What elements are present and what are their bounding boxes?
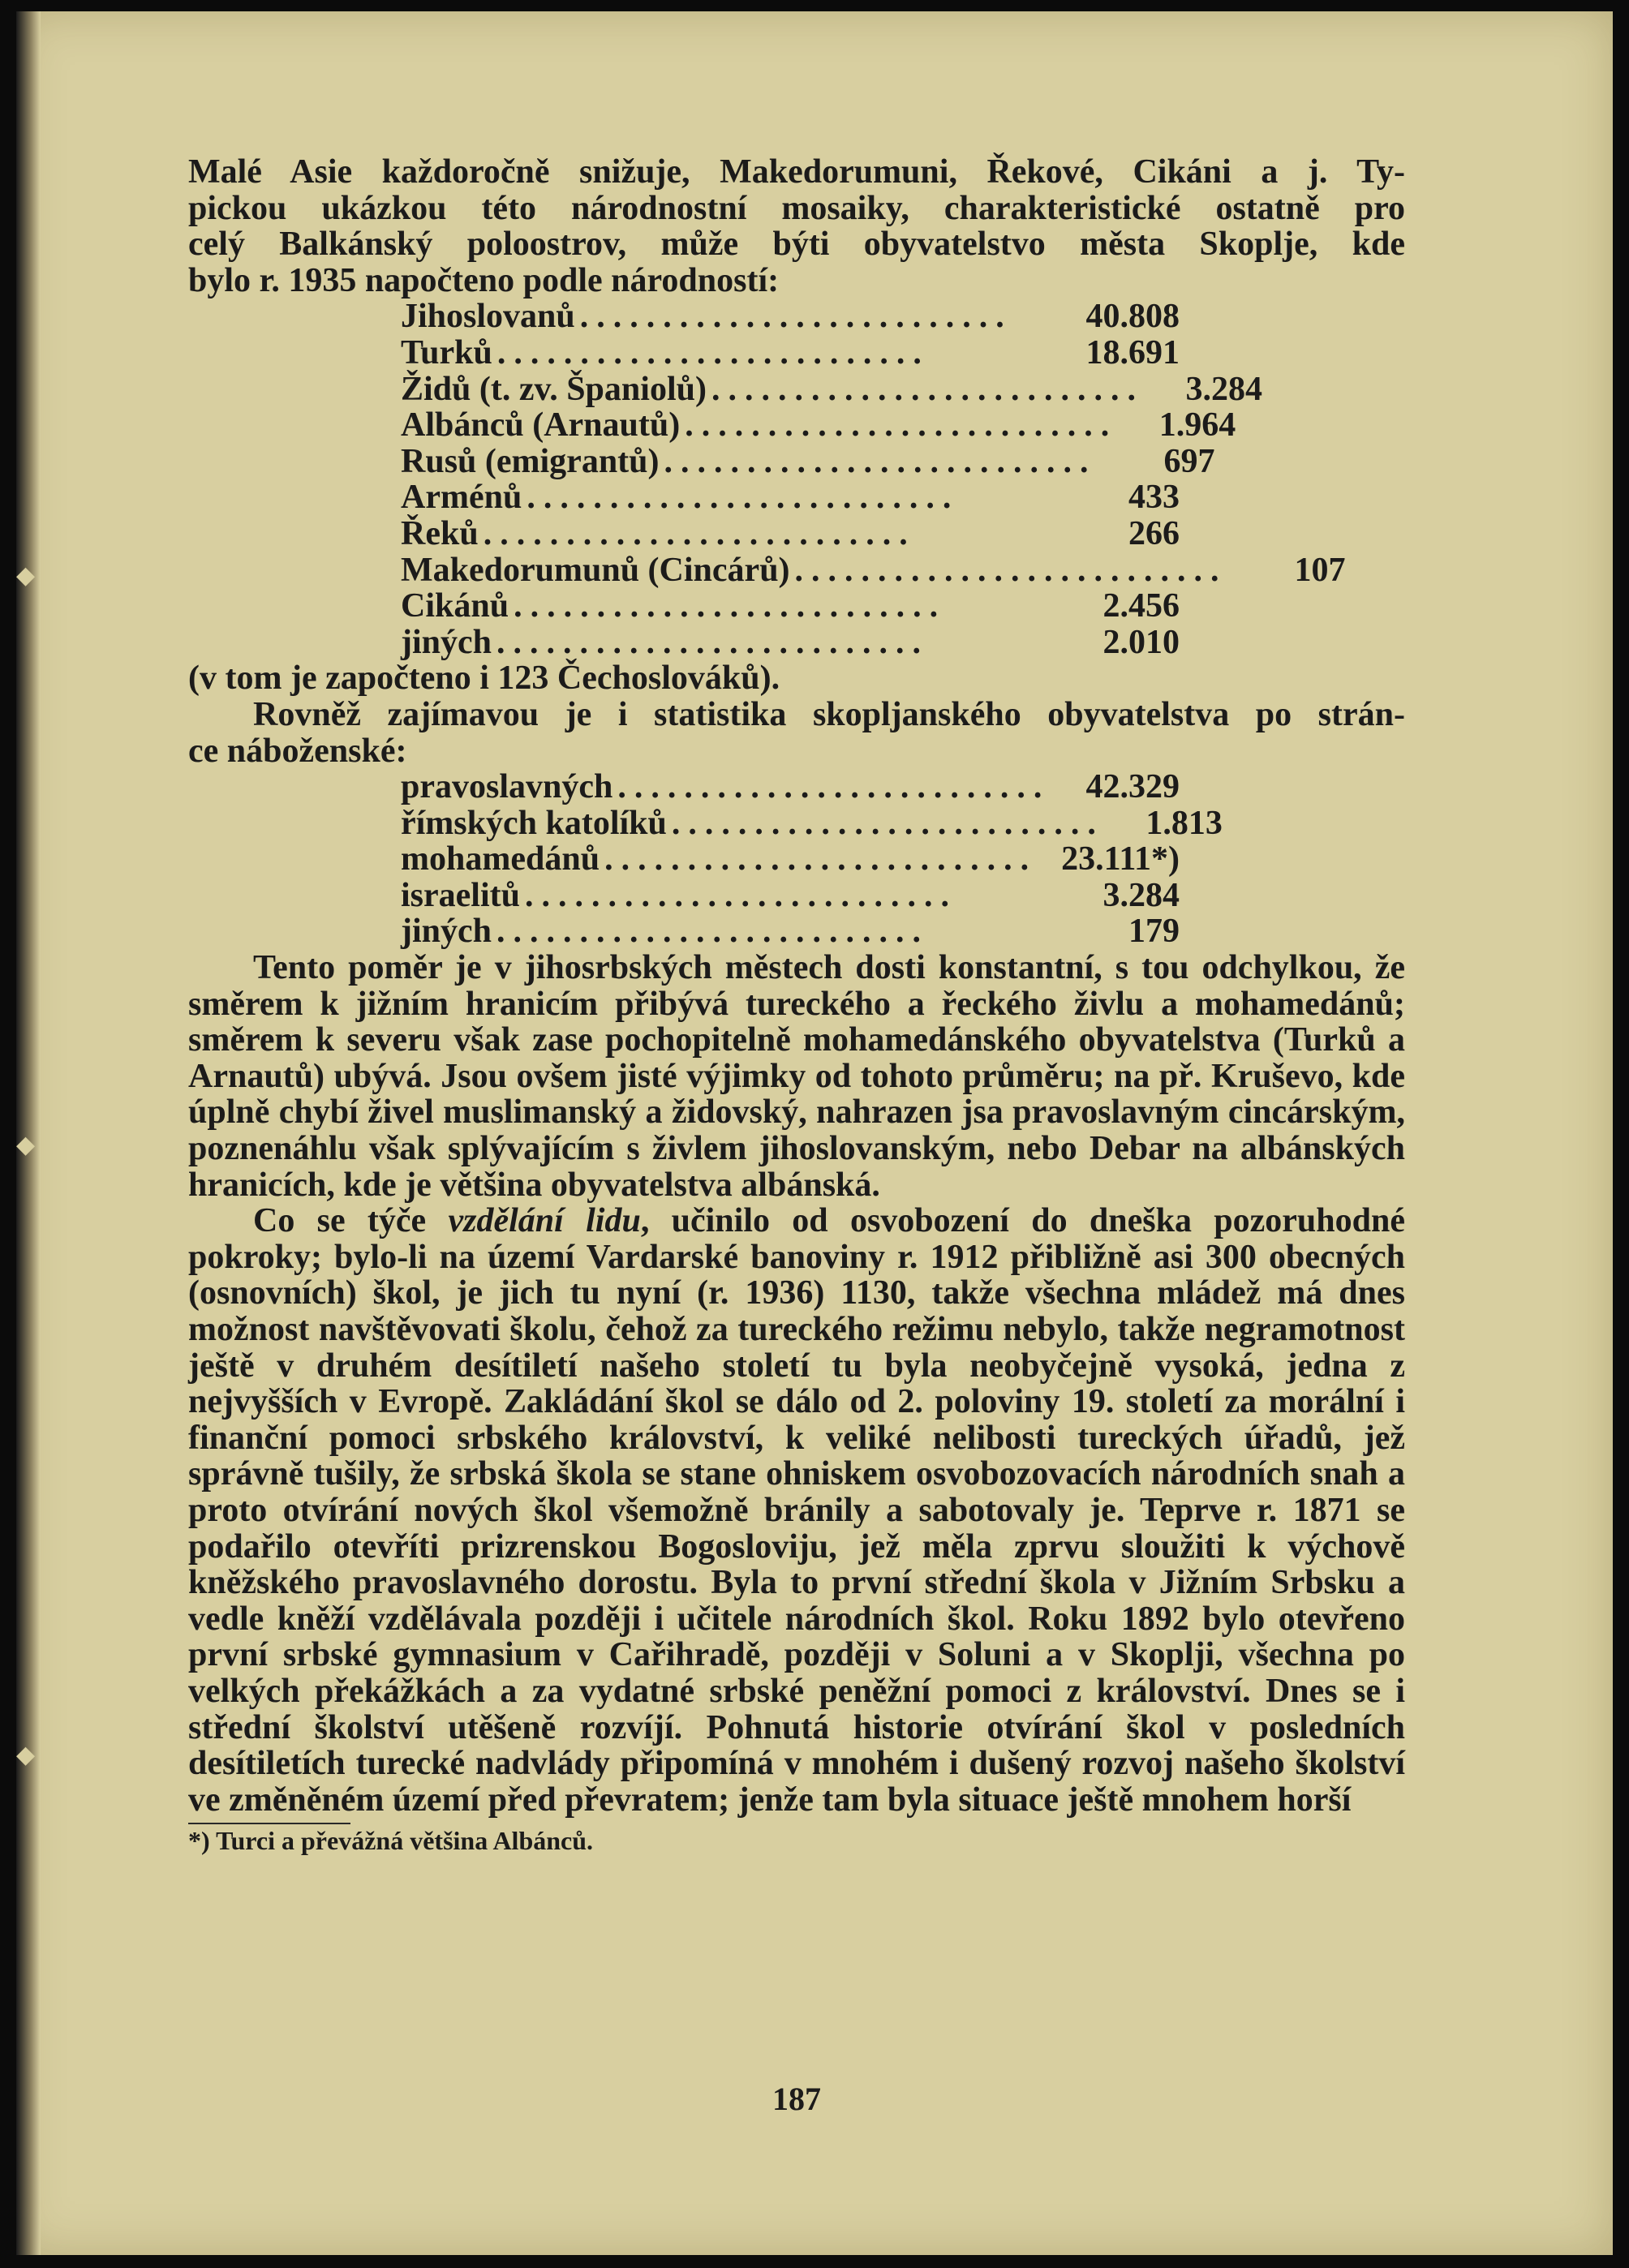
row-value: 40.808 <box>1085 298 1180 336</box>
page-number: 187 <box>772 2081 821 2117</box>
row-value: 3.284 <box>1102 876 1180 914</box>
leader-dots: .......................... <box>617 768 1051 806</box>
table-row <box>401 406 1236 445</box>
leader-dots: .......................... <box>711 370 1144 408</box>
table-row <box>401 335 1180 372</box>
leader-dots: .......................... <box>579 298 1012 336</box>
intro-line: celý Balkánský poloostrov, může býti obyvatelstvo města Skoplje, kde <box>188 226 1405 264</box>
table-row <box>401 299 1180 335</box>
binding-mark: ◆ <box>16 562 36 589</box>
religion-table <box>401 768 1223 951</box>
leader-dots: .......................... <box>496 333 930 372</box>
table-row <box>401 370 1262 408</box>
religion-intro-line: Rovněž zajímavou je i statistika skopljanského obyvatelstva po strán- <box>253 695 1405 733</box>
intro-line: bylo r. 1935 napočteno podle národností: <box>188 261 780 299</box>
book-page <box>16 11 1613 2255</box>
table-row <box>401 551 1346 589</box>
row-label: mohamedánů <box>401 840 600 878</box>
row-value: 1.813 <box>1145 804 1223 842</box>
row-label: Jihoslovanů <box>401 298 575 336</box>
row-value: 42.329 <box>1085 768 1180 806</box>
row-label: pravoslavných <box>401 768 613 806</box>
row-label: Řeků <box>401 514 479 552</box>
binding-mark: ◆ <box>16 1742 36 1768</box>
row-value: 433 <box>1128 479 1180 517</box>
nationality-table <box>401 298 1346 661</box>
row-value: 18.691 <box>1085 333 1180 372</box>
row-label: Cikánů <box>401 587 509 625</box>
page-text <box>188 153 1406 2117</box>
leader-dots: .......................... <box>496 623 930 661</box>
intro-line: pickou ukázkou této národnostní mosaiky, charakteristické ostatně pro <box>188 189 1405 227</box>
intro-paragraph <box>188 154 1405 299</box>
table-row <box>401 804 1223 842</box>
intro-line: Malé Asie každoročně snižuje, Makedorumuni, Řekové, Cikáni a j. Ty- <box>188 153 1405 191</box>
table-row <box>401 479 1180 516</box>
row-value: 2.010 <box>1102 623 1180 661</box>
row-label: jiných <box>401 913 492 951</box>
leader-dots: .......................... <box>514 587 947 625</box>
leader-dots: .......................... <box>671 804 1104 842</box>
leader-dots: .......................... <box>524 876 957 914</box>
row-label: israelitů <box>401 876 520 914</box>
table-row <box>401 913 1180 950</box>
leader-dots: .......................... <box>685 406 1118 445</box>
row-label: Turků <box>401 333 492 372</box>
leader-dots: .......................... <box>527 479 960 517</box>
row-label: Arménů <box>401 479 522 517</box>
row-label: Židů (t. zv. Španiolů) <box>401 370 707 408</box>
footnote: *) Turci a převážná většina Albánců. <box>188 1826 594 1856</box>
paragraph-2 <box>188 1203 1405 1818</box>
religion-intro-line: ce náboženské: <box>188 732 407 770</box>
row-value: 697 <box>1163 442 1215 480</box>
leader-dots: .......................... <box>794 551 1227 589</box>
row-value: 107 <box>1294 551 1346 589</box>
table-row <box>401 516 1180 552</box>
leader-dots: .......................... <box>664 442 1097 480</box>
row-value: 179 <box>1128 913 1180 951</box>
paragraph-2-lead: Co se týče <box>253 1202 449 1240</box>
table-row <box>401 588 1180 625</box>
row-label: římských katolíků <box>401 804 667 842</box>
row-value: 2.456 <box>1102 587 1180 625</box>
paragraph-2-emphasis: vzdělání lidu <box>448 1202 641 1240</box>
row-value: 1.964 <box>1158 406 1236 445</box>
table-row <box>401 769 1180 805</box>
religion-intro <box>188 697 1405 769</box>
table-row <box>401 442 1215 480</box>
table-row <box>401 841 1180 878</box>
row-value: 23.111*) <box>1061 840 1180 878</box>
leader-dots: .......................... <box>483 514 916 552</box>
row-label: jiných <box>401 623 492 661</box>
row-value: 266 <box>1128 514 1180 552</box>
paragraph-2-rest: , učinilo od osvobození do dneška pozoruhodné pokroky; bylo-li na území Vardarské banoviny r. 1912 přibližně asi 300 obecných (osnovních) škol, je jich tu nyní (r. 1936) 1130, takže všechna mládež má dnes možnost navštěvovati školu, čehož za tureckého režimu nebylo, takže negramotnost ještě v druhém desítiletí našeho století tu byla neobyčejně vysoká, jedna z nejvyšších v Evropě. Zakládání škol se dálo od 2. poloviny 19. století za morální i finanční pomoci srbského království, k veliké nelibosti tureckých úřadů, jež správně tušily, že srbská škola se stane ohniskem osvobozovacích národních snah a proto otvírání nových škol všemožně bránily a sabotovaly je. Teprve r. 1871 se podařilo otevříti prizrenskou Bogosloviju, jež měla zprvu sloužiti k výchově kněžského pravoslavného dorostu. Byla to první střední škola v Jižním Srbsku a vedle kněží vzdělávala později i učitele národních škol. Roku 1892 bylo otevřeno první srbské gymnasium v Cařihradě, později v Soluni a v Skoplji, všechna po velkých překážkách a za vydatné srbské peněžní pomoci z království. Dnes se i střední školství utěšeně rozvíjí. Pohnutá historie otvírání škol v posledních desítiletích turecké nadvlády připomíná v mnohém i dušený rozvoj našeho školství ve změněném území před převratem; jenže tam byla situace ještě mnohem horší <box>188 1202 1406 1819</box>
binding-mark: ◆ <box>16 1132 36 1158</box>
nationality-note: (v tom je započteno i 123 Čechoslováků). <box>188 659 780 698</box>
table-row <box>401 878 1180 914</box>
table-row <box>401 625 1180 661</box>
row-label: Rusů (emigrantů) <box>401 442 660 480</box>
paragraph-1: Tento poměr je v jihosrbských městech dosti konstantní, s tou odchylkou, že směrem k jižním hranicím přibývá tureckého a řeckého živlu a mohamedánů; směrem k severu však zase pochopitelně mohamedánského obyvatelstva (Turků a Arnautů) ubývá. Jsou ovšem jisté výjimky od tohoto průměru; na př. Kruševo, kde úplně chybí živel muslimanský a židovský, nahrazen jsa pravoslavným cincárským, poznenáhlu však splývajícím s živlem jihoslovanským, nebo Debar na albánských hranicích, kde je většina obyvatelstva albánská. <box>188 949 1405 1204</box>
leader-dots: .......................... <box>496 913 930 951</box>
leader-dots: .......................... <box>604 840 1038 878</box>
row-label: Albánců (Arnautů) <box>401 406 681 445</box>
row-value: 3.284 <box>1185 370 1262 408</box>
row-label: Makedorumunů (Cincárů) <box>401 551 790 589</box>
